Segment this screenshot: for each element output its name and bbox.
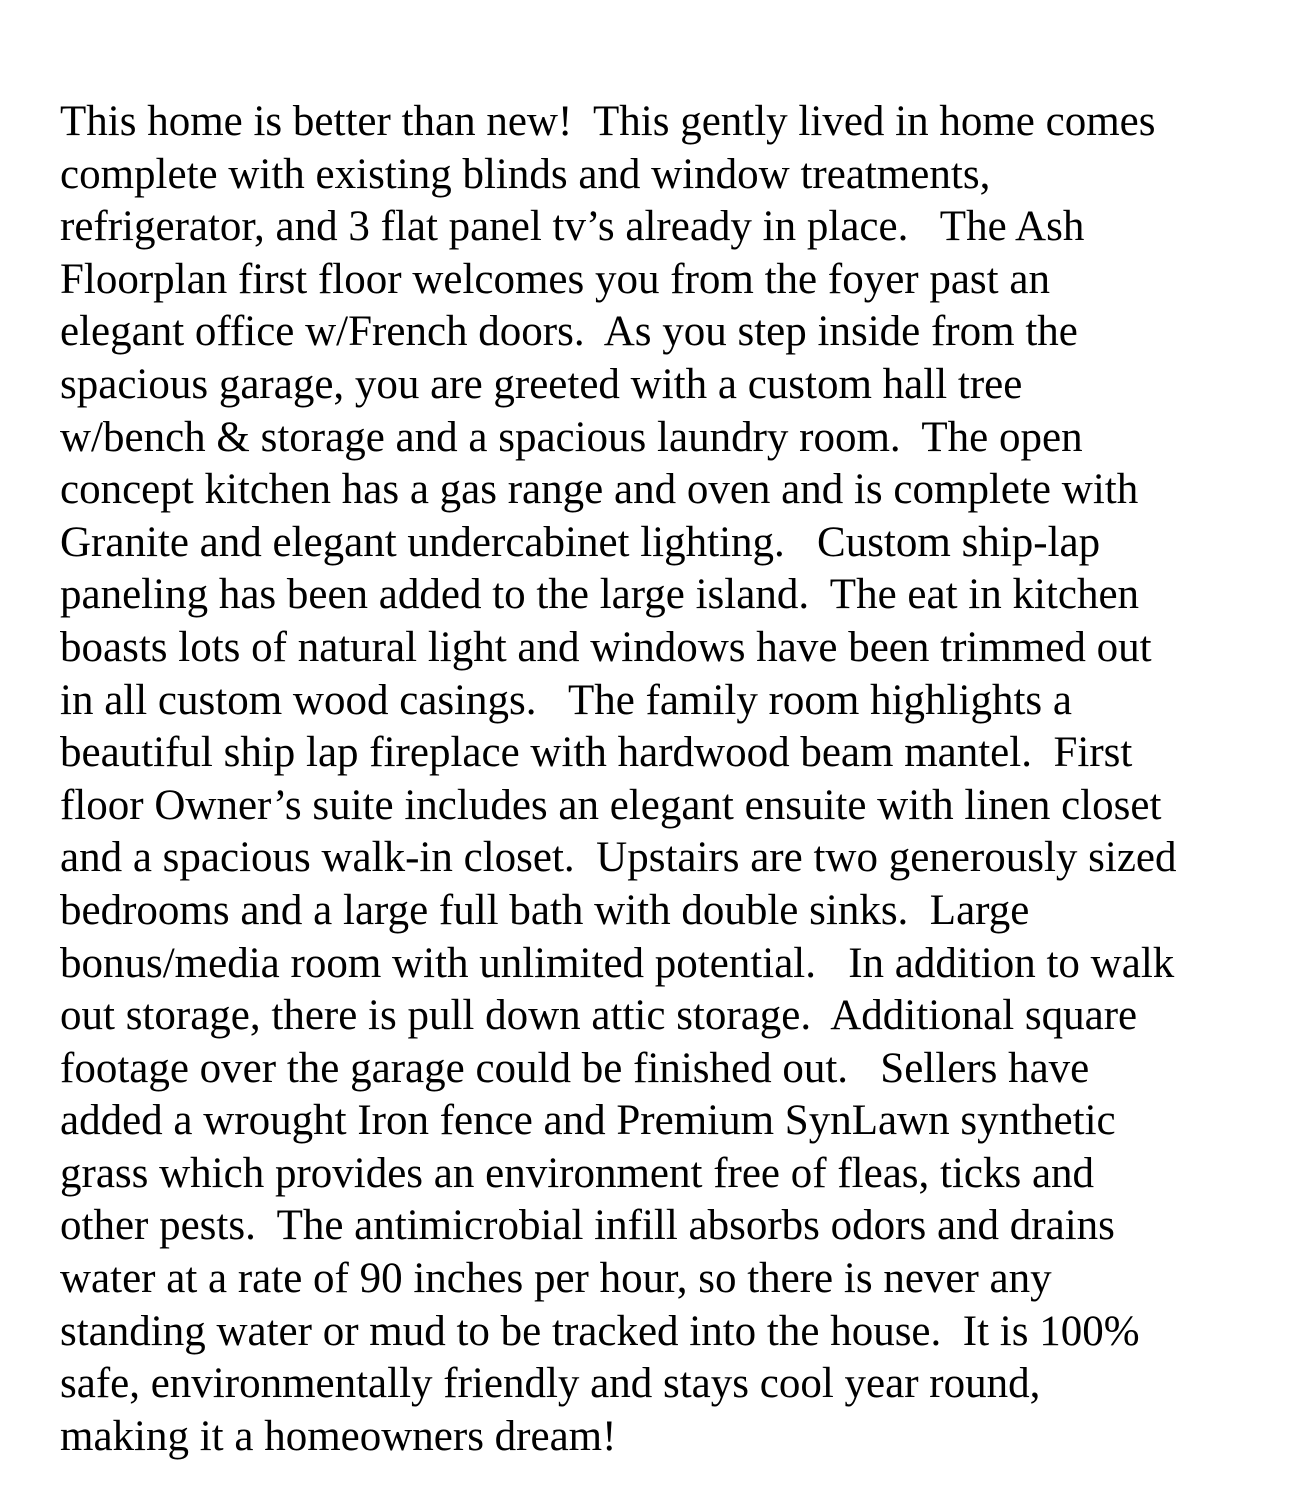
description-line-12: in all custom wood casings. The family room highlights a	[60, 676, 1072, 724]
description-line-4: Floorplan first floor welcomes you from the foyer past an	[60, 255, 1050, 303]
description-line-25: safe, environmentally friendly and stays cool year round,	[60, 1360, 1041, 1408]
description-line-1: This home is better than new! This gently lived in home comes	[60, 98, 1156, 145]
description-line-17: bonus/media room with unlimited potential. In addition to walk	[60, 939, 1175, 987]
description-line-19: footage over the garage could be finished out. Sellers have	[60, 1044, 1090, 1092]
description-line-7: w/bench & storage and a spacious laundry room. The open	[60, 413, 1083, 461]
description-line-15: and a spacious walk-in closet. Upstairs are two generously sized	[60, 834, 1177, 882]
description-line-6: spacious garage, you are greeted with a custom hall tree	[60, 360, 1023, 408]
property-description	[60, 96, 1260, 1463]
description-line-16: bedrooms and a large full bath with double sinks. Large	[60, 886, 1030, 934]
description-line-11: boasts lots of natural light and windows have been trimmed out	[60, 623, 1152, 671]
description-line-21: grass which provides an environment free of fleas, ticks and	[60, 1149, 1095, 1197]
description-line-24: standing water or mud to be tracked into the house. It is 100%	[60, 1307, 1140, 1355]
description-line-20: added a wrought Iron fence and Premium SynLawn synthetic	[60, 1097, 1116, 1145]
description-line-22: other pests. The antimicrobial infill absorbs odors and drains	[60, 1202, 1115, 1250]
description-line-14: floor Owner’s suite includes an elegant ensuite with linen closet	[60, 781, 1162, 829]
description-line-8: concept kitchen has a gas range and oven and is complete with	[60, 466, 1139, 514]
description-line-3: refrigerator, and 3 flat panel tv’s already in place. The Ash	[60, 203, 1085, 251]
description-line-10: paneling has been added to the large island. The eat in kitchen	[60, 571, 1140, 619]
description-line-5: elegant office w/French doors. As you step inside from the	[60, 308, 1078, 356]
description-line-13: beautiful ship lap fireplace with hardwood beam mantel. First	[60, 729, 1133, 777]
description-line-2: complete with existing blinds and window treatments,	[60, 150, 991, 198]
description-line-9: Granite and elegant undercabinet lighting. Custom ship-lap	[60, 518, 1101, 566]
description-line-26: making it a homeowners dream!	[60, 1412, 617, 1460]
description-line-23: water at a rate of 90 inches per hour, so there is never any	[60, 1255, 1052, 1303]
description-line-18: out storage, there is pull down attic storage. Additional square	[60, 992, 1138, 1040]
